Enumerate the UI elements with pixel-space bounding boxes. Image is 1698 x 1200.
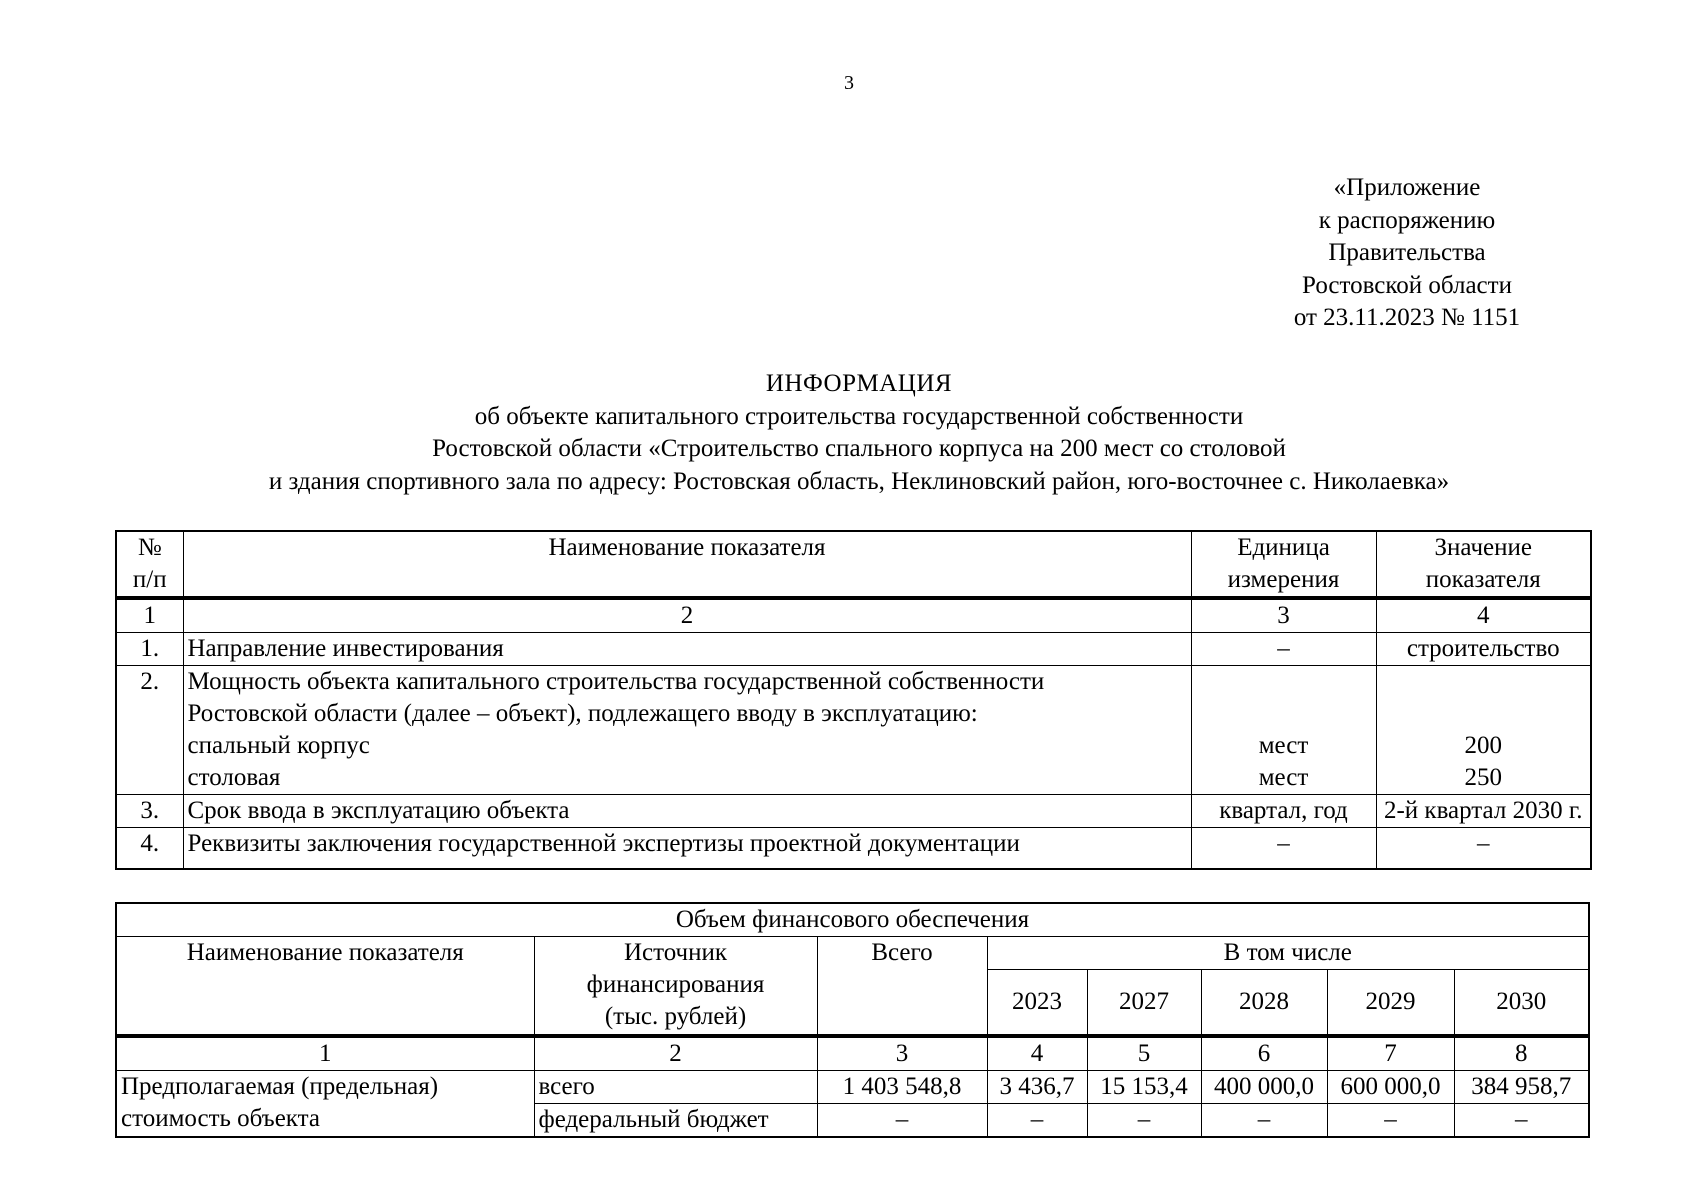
row-value: – [1201, 1104, 1327, 1138]
header-value-line: показателя [1425, 566, 1541, 593]
row-value [1376, 666, 1591, 795]
financing-table [115, 902, 1590, 1138]
col-number: 5 [1087, 1036, 1201, 1071]
page-number: 3 [844, 72, 854, 94]
row-total: – [817, 1104, 987, 1138]
table-caption: Объем финансового обеспечения [116, 903, 1589, 937]
row-value: – [1454, 1104, 1589, 1138]
row-name [183, 666, 1191, 795]
header-name: Наименование показателя [116, 937, 534, 1037]
row-name [116, 1071, 534, 1138]
header-year: 2029 [1327, 970, 1454, 1037]
col-number: 3 [1191, 598, 1376, 633]
object-info-table [115, 530, 1592, 870]
table-row [116, 1071, 1589, 1104]
row-sub-name: столовая [187, 764, 281, 791]
row-sub-value: 250 [1464, 764, 1502, 791]
col-number: 4 [987, 1036, 1087, 1071]
annex-line: «Приложение [1333, 174, 1481, 201]
header-year: 2028 [1201, 970, 1327, 1037]
col-number: 6 [1201, 1036, 1327, 1071]
table-row [116, 795, 1591, 828]
annex-line: Ростовской области [1302, 271, 1512, 299]
col-number: 8 [1454, 1036, 1589, 1071]
row-name-line: Ростовской области (далее – объект), подлежащего вводу в эксплуатацию: [187, 700, 978, 727]
row-sub-value: 200 [1464, 732, 1502, 759]
header-source-line: финансирования [586, 971, 765, 998]
row-sub-name: спальный корпус [187, 732, 370, 759]
header-value [1376, 531, 1591, 598]
row-source: всего [534, 1071, 817, 1104]
row-source: федеральный бюджет [534, 1104, 817, 1138]
row-value: 600 000,0 [1327, 1071, 1454, 1104]
table-row [116, 633, 1591, 666]
column-number-row [116, 598, 1591, 633]
title-heading: ИНФОРМАЦИЯ [765, 370, 953, 397]
annex-stamp [1254, 172, 1560, 335]
row-name: Реквизиты заключения государственной экспертизы проектной документации [183, 828, 1191, 870]
header-year: 2027 [1087, 970, 1201, 1037]
row-sub-unit: мест [1258, 732, 1309, 759]
col-number: 2 [183, 598, 1191, 633]
header-num-line: п/п [132, 566, 167, 593]
row-value: 2-й квартал 2030 г. [1376, 795, 1591, 828]
row-num: 4. [116, 828, 183, 870]
col-number: 1 [116, 1036, 534, 1071]
table-header-row [116, 531, 1591, 598]
row-sub-unit: мест [1258, 764, 1309, 791]
annex-line: Правительства [1328, 239, 1486, 266]
row-num: 3. [116, 795, 183, 828]
row-unit: – [1191, 828, 1376, 870]
row-value: строительство [1376, 633, 1591, 666]
row-value: – [1327, 1104, 1454, 1138]
row-value: 15 153,4 [1087, 1071, 1201, 1104]
table-caption-row [116, 903, 1589, 937]
header-name: Наименование показателя [183, 531, 1191, 598]
row-value: 400 000,0 [1201, 1071, 1327, 1104]
row-num: 2. [116, 666, 183, 795]
header-source [534, 937, 817, 1037]
title-line: Ростовской области «Строительство спального корпуса на 200 мест со столовой [432, 435, 1286, 462]
table-row [116, 666, 1591, 795]
header-num [116, 531, 183, 598]
header-year: 2030 [1454, 970, 1589, 1037]
table-header-row [116, 937, 1589, 970]
col-number: 2 [534, 1036, 817, 1071]
col-number: 7 [1327, 1036, 1454, 1071]
col-number: 1 [116, 598, 183, 633]
header-including: В том числе [987, 937, 1589, 970]
row-total: 1 403 548,8 [817, 1071, 987, 1104]
row-value: – [1376, 828, 1591, 870]
row-value: 384 958,7 [1454, 1071, 1589, 1104]
row-unit [1191, 666, 1376, 795]
row-name: Срок ввода в эксплуатацию объекта [183, 795, 1191, 828]
header-source-line: Источник [623, 939, 728, 966]
row-name: Направление инвестирования [183, 633, 1191, 666]
row-unit: квартал, год [1191, 795, 1376, 828]
annex-line: от 23.11.2023 № 1151 [1293, 304, 1521, 331]
title-line: и здания спортивного зала по адресу: Ростовская область, Неклиновский район, юго-восточнее с. Николаевка» [268, 467, 1450, 495]
column-number-row [116, 1036, 1589, 1071]
header-num-line: № [137, 534, 162, 561]
header-year: 2023 [987, 970, 1087, 1037]
row-value: 3 436,7 [987, 1071, 1087, 1104]
col-number: 4 [1376, 598, 1591, 633]
title-line: об объекте капитального строительства государственной собственности [474, 402, 1244, 430]
row-name-line: Мощность объекта капитального строительства государственной собственности [187, 668, 1045, 695]
col-number: 3 [817, 1036, 987, 1071]
header-source-line: (тыс. рублей) [604, 1003, 747, 1030]
row-num: 1. [116, 633, 183, 666]
header-unit [1191, 531, 1376, 598]
row-unit: – [1191, 633, 1376, 666]
row-value: – [1087, 1104, 1201, 1138]
annex-line: к распоряжению [1318, 206, 1496, 234]
document-title [120, 368, 1598, 498]
row-value: – [987, 1104, 1087, 1138]
row-name-line: стоимость объекта [121, 1105, 320, 1132]
header-value-line: Значение [1434, 534, 1533, 561]
table-row [116, 828, 1591, 870]
header-unit-line: измерения [1227, 566, 1340, 593]
header-total: Всего [817, 937, 987, 1037]
row-name-line: Предполагаемая (предельная) [121, 1073, 439, 1100]
header-unit-line: Единица [1237, 534, 1330, 561]
